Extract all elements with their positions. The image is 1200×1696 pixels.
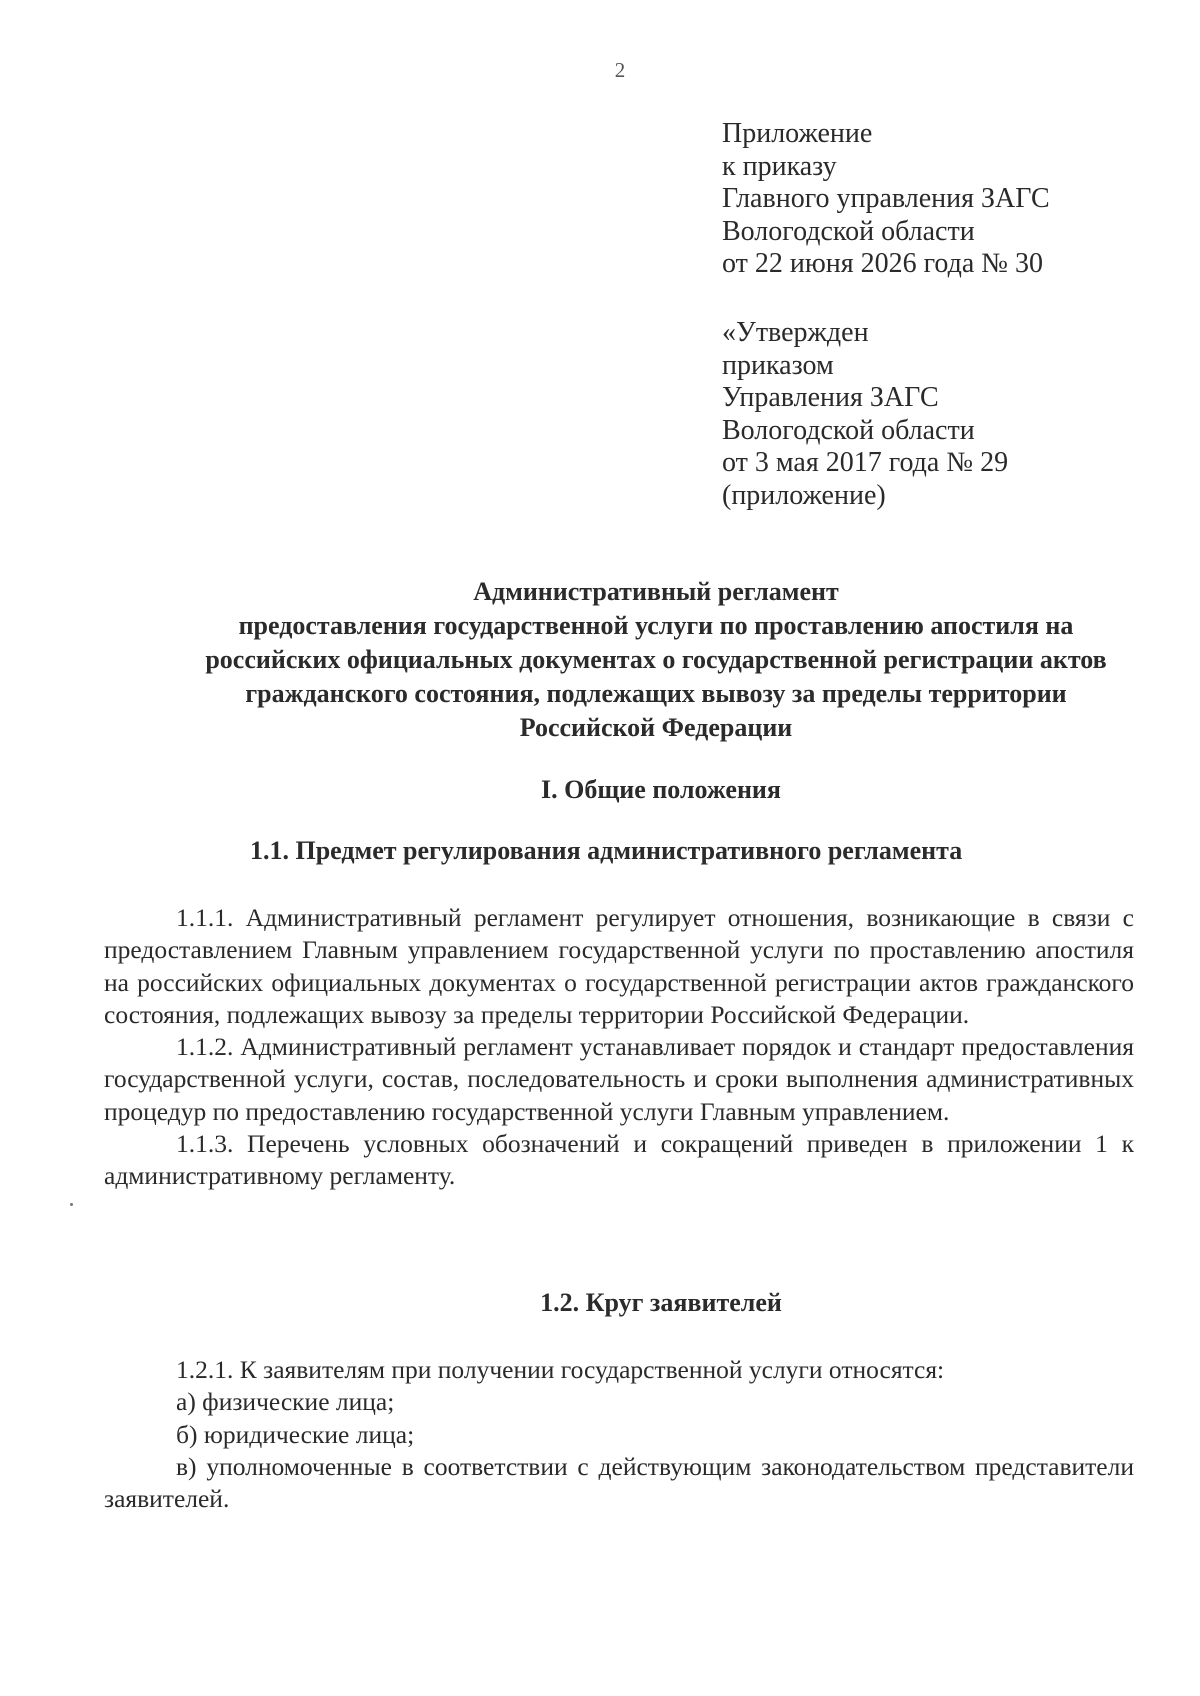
subsection-heading-subject: 1.1. Предмет регулирования административного регламента [250, 836, 963, 865]
applicants-block [104, 1354, 1134, 1515]
approval-line: «Утвержден [722, 317, 869, 348]
page-number: 2 [614, 58, 626, 82]
appendix-note [722, 118, 1050, 281]
subject-paragraphs [104, 902, 1134, 1193]
paragraph-1-1-2: 1.1.2. Административный регламент устанавливает порядок и стандарт предоставления государственной услуги, состав, последовательность и сроки выполнения административных процедур по предоставлению государственной услуги Главным управлением. [104, 1032, 1134, 1126]
approval-note [722, 317, 1008, 512]
paragraph-1-1-3: 1.1.3. Перечень условных обозначений и сокращений приведен в приложении 1 к административному регламенту. [104, 1129, 1134, 1191]
approval-line: (приложение) [722, 479, 886, 511]
appendix-line: к приказу [722, 150, 837, 182]
appendix-line: Вологодской области [722, 215, 975, 247]
title-line: российских официальных документах о государственной регистрации актов [205, 645, 1107, 674]
title-line: гражданского состояния, подлежащих вывозу за пределы территории [245, 679, 1067, 708]
title-line: Российской Федерации [519, 713, 793, 742]
paragraph-1-2-1: 1.2.1. К заявителям при получении государственной услуги относятся: [176, 1355, 945, 1384]
applicant-list-item: в) уполномоченные в соответствии с действующим законодательством представители заявителей. [104, 1451, 1134, 1514]
appendix-line: от 22 июня 2026 года № 30 [722, 248, 1044, 279]
approval-line: от 3 мая 2017 года № 29 [722, 447, 1009, 478]
title-line: предоставления государственной услуги по проставлению апостиля на [238, 611, 1074, 640]
approval-line: приказом [722, 349, 834, 381]
subsection-heading-applicants: 1.2. Круг заявителей [540, 1288, 782, 1317]
applicant-list-item: а) физические лица; [176, 1387, 395, 1417]
appendix-line: Приложение [722, 118, 873, 149]
scan-speck [70, 1203, 73, 1206]
section-heading-general: I. Общие положения [541, 775, 781, 804]
document-title [96, 575, 1200, 745]
appendix-line: Главного управления ЗАГС [722, 183, 1050, 214]
title-line: Административный регламент [473, 577, 839, 606]
approval-line: Вологодской области [722, 414, 975, 446]
approval-line: Управления ЗАГС [722, 382, 939, 413]
paragraph-1-1-1: 1.1.1. Административный регламент регулирует отношения, возникающие в связи с предоставлением Главным управлением государственной услуги по проставлению апостиля на российских официальных документах о государственной регистрации актов гражданского состояния, подлежащих вывозу за пределы территории Российской Федерации. [104, 903, 1134, 1029]
applicant-list-item: б) юридические лица; [176, 1419, 415, 1449]
